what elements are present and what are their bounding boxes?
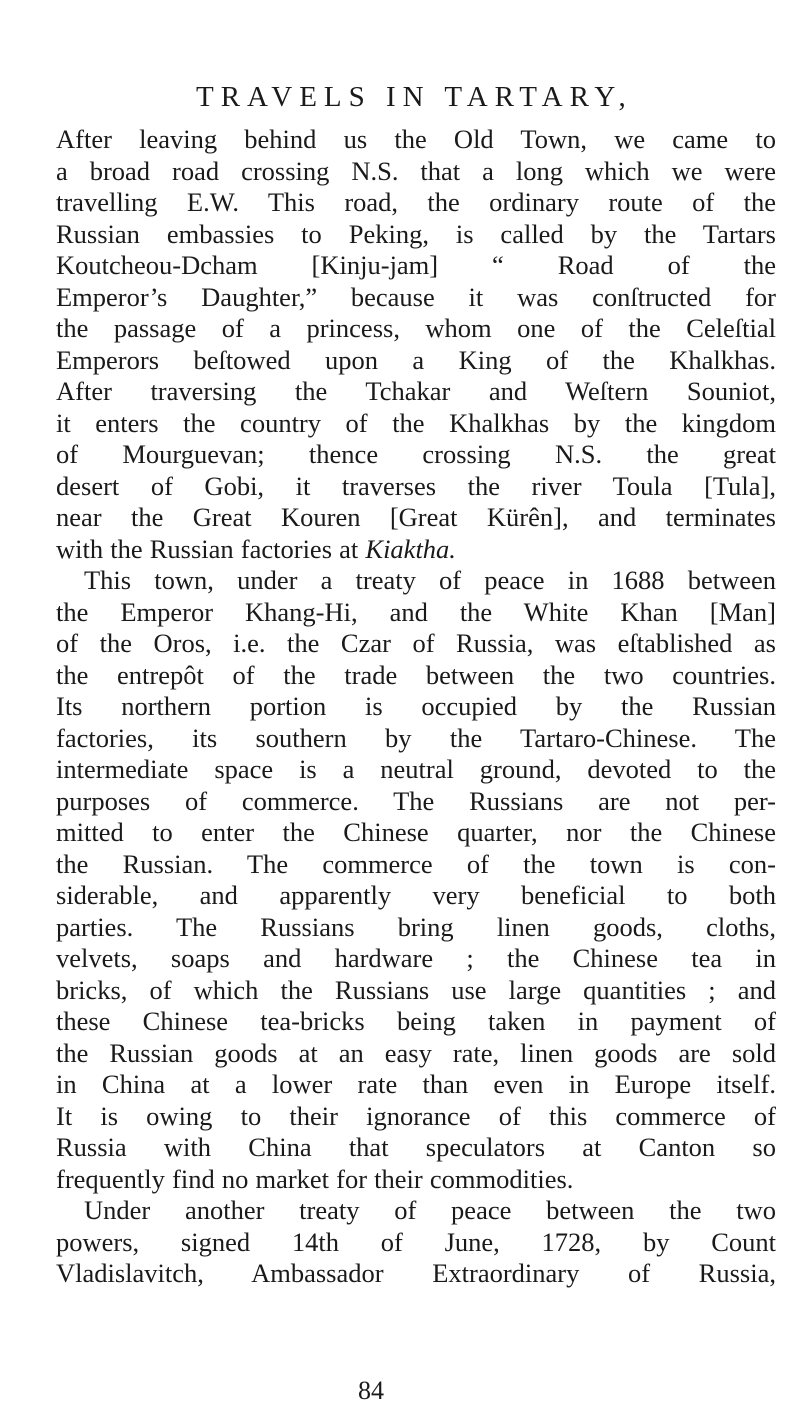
italic-place-name: Kiaktha. bbox=[365, 533, 456, 564]
text-line: a broad road crossing N.S. that a long which we were bbox=[56, 155, 776, 186]
text-line: of the Oros, i.e. the Czar of Russia, was eſtablished as bbox=[56, 628, 776, 658]
text-line: velvets, soaps and hardware ; the Chinese tea in bbox=[56, 943, 776, 973]
text-line: It is owing to their ignorance of this commerce of bbox=[56, 1100, 776, 1131]
text-line: the Russian goods at an easy rate, linen goods are sold bbox=[56, 1037, 776, 1068]
text-line: these Chinese tea-bricks being taken in payment of bbox=[56, 1006, 776, 1036]
text-line: Russia with China that speculators at Canton so bbox=[56, 1132, 776, 1162]
text-line: siderable, and apparently very beneficial to both bbox=[56, 880, 776, 910]
text-line: the Emperor Khang-Hi, and the White Khan [Man] bbox=[56, 596, 776, 627]
text-line: Vladislavitch, Ambassador Extraordinary of Russia, bbox=[56, 1258, 776, 1288]
text-line: in China at a lower rate than even in Europe itself. bbox=[56, 1069, 776, 1099]
text-line: powers, signed 14th of June, 1728, by Count bbox=[56, 1226, 776, 1257]
text-line: purposes of commerce. The Russians are not per- bbox=[56, 785, 776, 816]
text-line: intermediate space is a neutral ground, devoted to the bbox=[56, 754, 776, 784]
text-line: parties. The Russians bring linen goods, cloths, bbox=[56, 911, 776, 942]
text-line: the Russian. The commerce of the town is con- bbox=[56, 848, 776, 879]
text-line: mitted to enter the Chinese quarter, nor the Chinese bbox=[56, 817, 776, 847]
text-line: the entrepôt of the trade between the two countries. bbox=[56, 659, 776, 690]
text-line-paragraph-end: frequently find no market for their commodities. bbox=[56, 1163, 574, 1194]
text-line: bricks, of which the Russians use large quantities ; and bbox=[56, 974, 776, 1005]
text-segment: with the Russian factories at bbox=[56, 533, 366, 564]
text-line: travelling E.W. This road, the ordinary route of the bbox=[56, 187, 776, 217]
text-line: the passage of a princess, whom one of the Celeſtial bbox=[56, 313, 776, 343]
text-line: Emperors beſtowed upon a King of the Khalkhas. bbox=[56, 344, 776, 375]
text-line: near the Great Kouren [Great Kürên], and terminates bbox=[56, 502, 776, 532]
body-text bbox=[56, 124, 776, 1290]
page-number: 84 bbox=[358, 1376, 384, 1405]
text-line: factories, its southern by the Tartaro-Chinese. The bbox=[56, 722, 776, 753]
text-line: After leaving behind us the Old Town, we came to bbox=[56, 124, 776, 154]
text-line: Its northern portion is occupied by the Russian bbox=[56, 691, 776, 721]
text-line: This town, under a treaty of peace in 1688 between bbox=[84, 565, 776, 595]
text-line: After traversing the Tchakar and Weſtern Souniot, bbox=[56, 376, 776, 406]
text-line: it enters the country of the Khalkhas by the kingdom bbox=[56, 407, 776, 438]
book-page bbox=[56, 0, 776, 1419]
text-line: of Mourguevan; thence crossing N.S. the great bbox=[56, 439, 776, 469]
text-line: desert of Gobi, it traverses the river Toula [Tula], bbox=[56, 470, 776, 501]
text-line: Russian embassies to Peking, is called by the Tartars bbox=[56, 218, 776, 249]
text-line-paragraph-end bbox=[56, 534, 776, 566]
running-title: TRAVELS IN TARTARY, bbox=[196, 81, 633, 113]
text-line: Koutcheou-Dcham [Kinju-jam] “ Road of the bbox=[56, 250, 776, 280]
text-line: Under another treaty of peace between the two bbox=[84, 1195, 776, 1225]
text-line: Emperor’s Daughter,” because it was conſtructed for bbox=[56, 281, 776, 312]
